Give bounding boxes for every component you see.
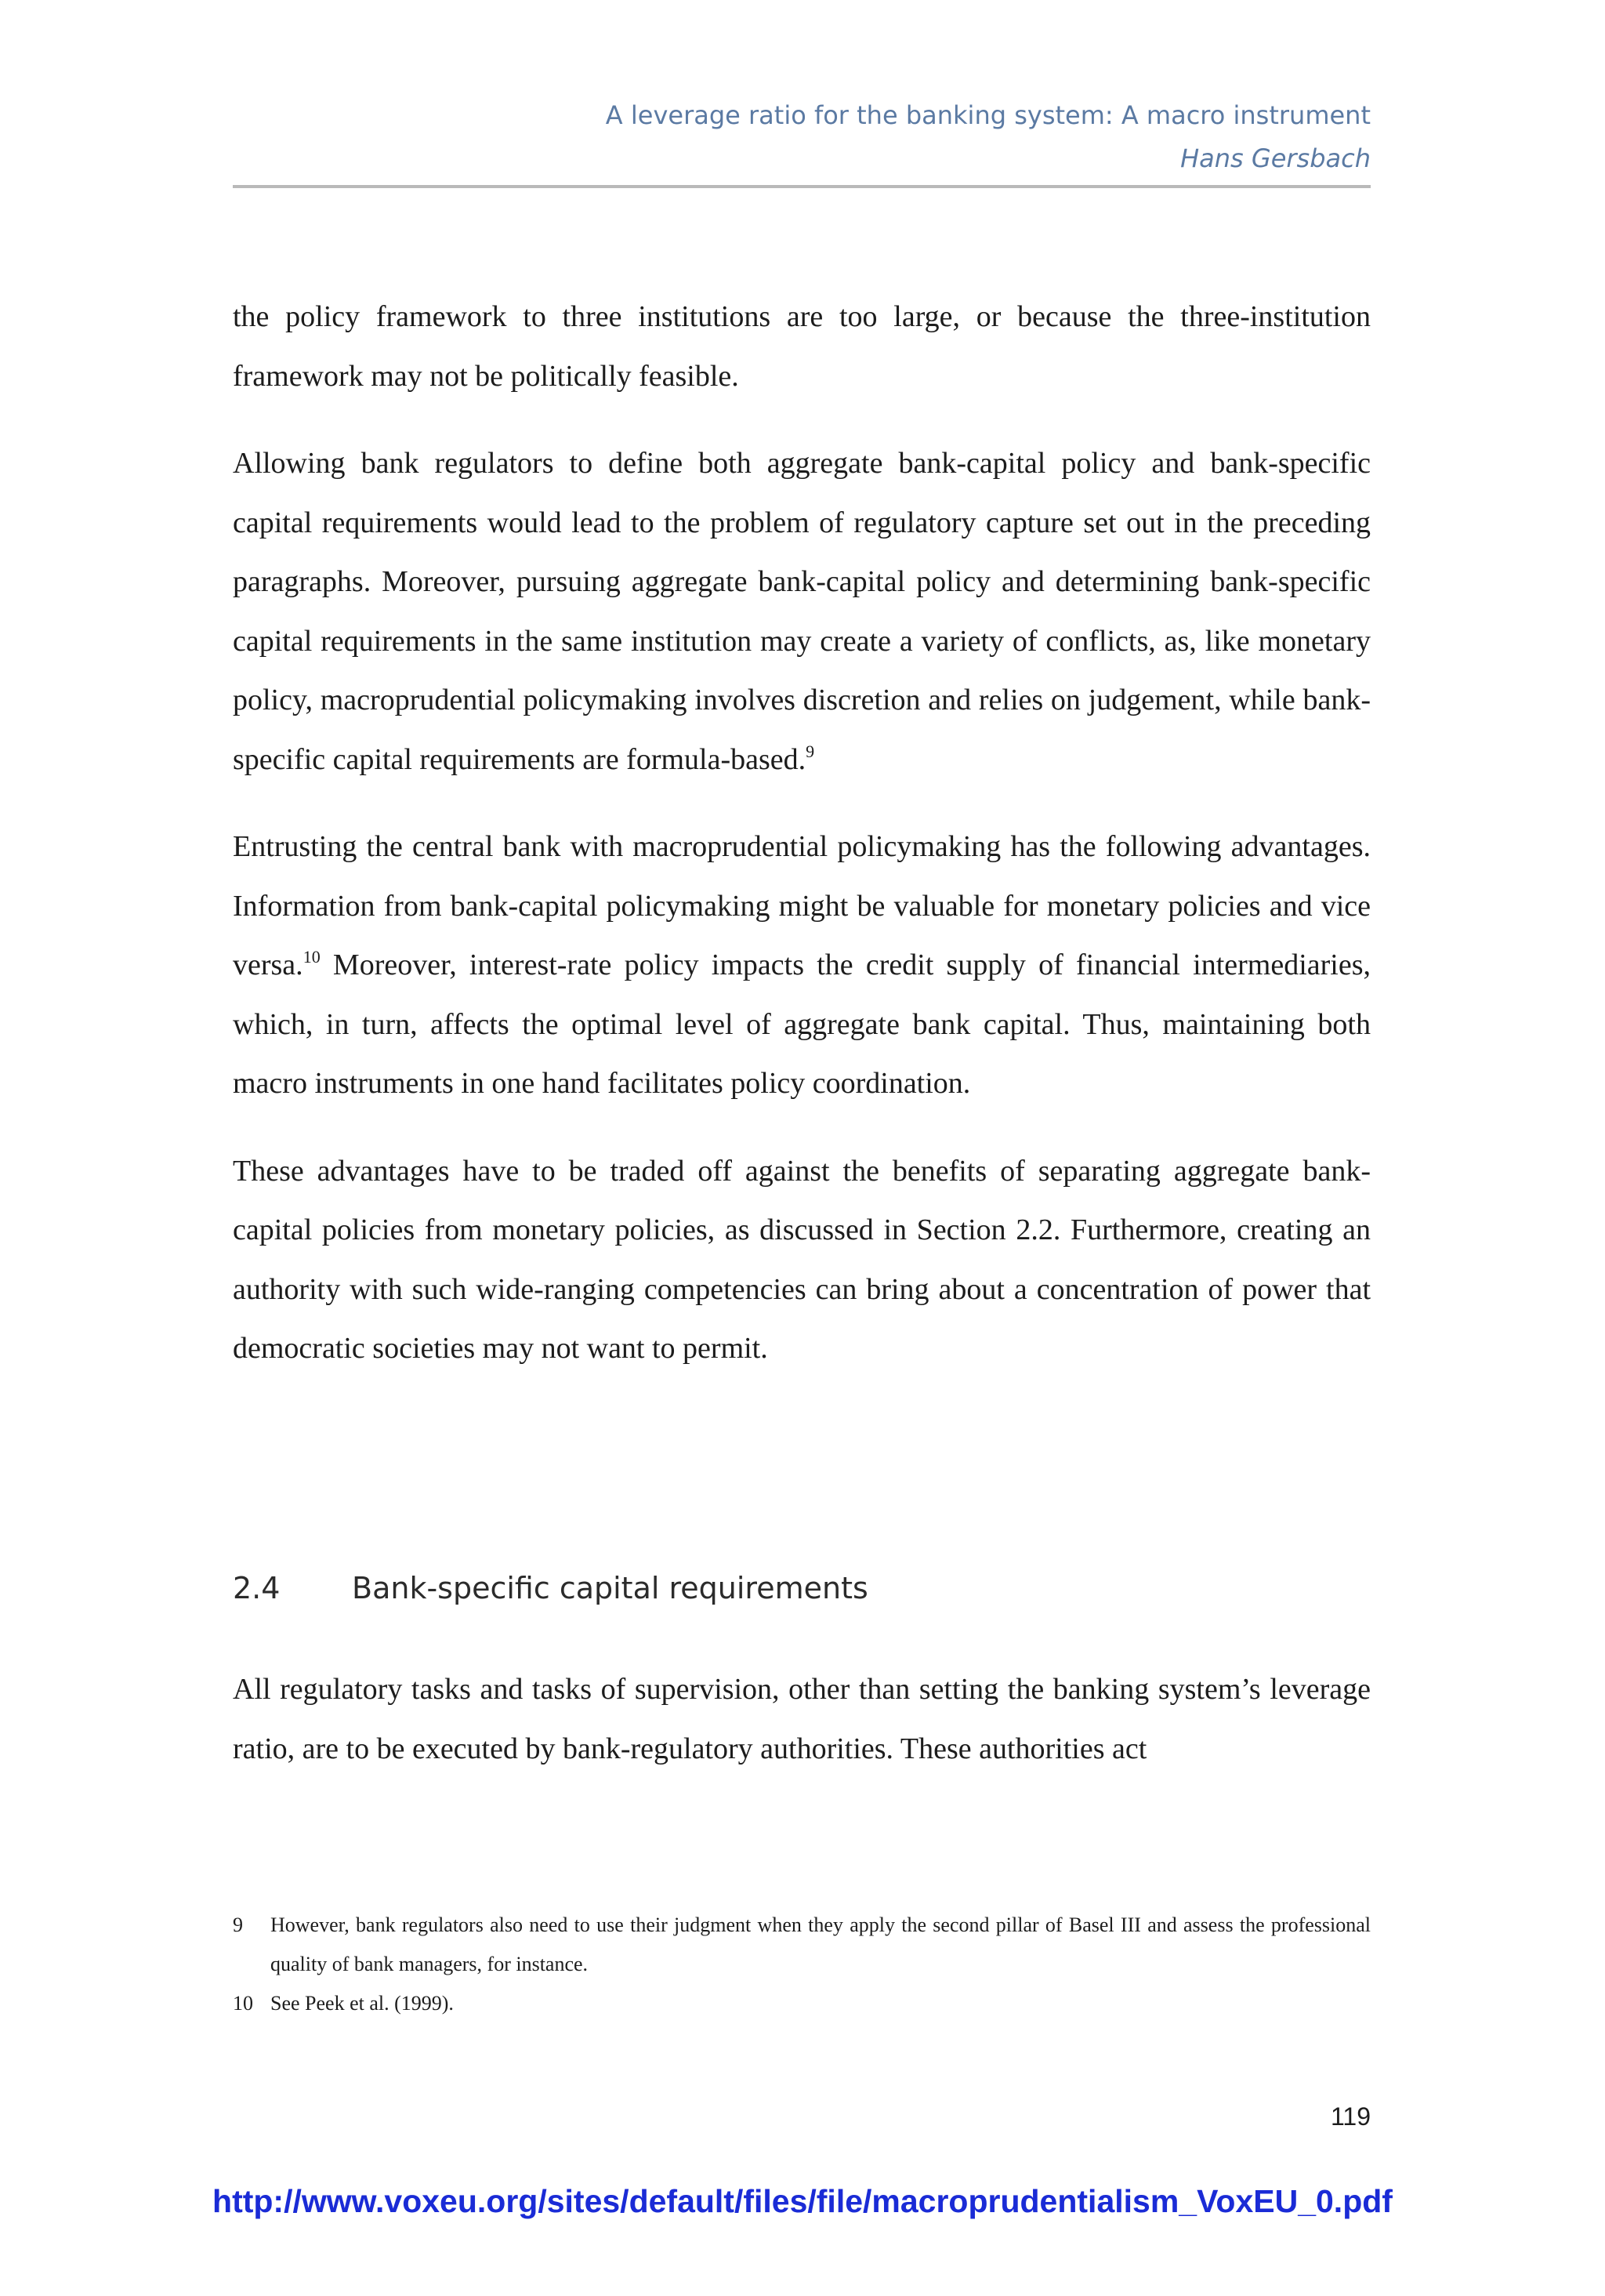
paragraph-3	[233, 818, 1371, 1114]
header-divider	[233, 185, 1371, 188]
paragraph-5	[233, 1660, 1371, 1779]
footnote-number: 10	[233, 1992, 253, 2015]
section-title: Bank-specific capital requirements	[352, 1571, 868, 1605]
page-number: 119	[1330, 2102, 1371, 2131]
paragraph-2	[233, 434, 1371, 789]
footnote-text: However, bank regulators also need to use their judgment when they apply the second pillar of Basel III and assess the professional quality of bank managers, for instance.	[270, 1913, 1371, 1975]
header-title: A leverage ratio for the banking system: A macro instrument	[605, 100, 1371, 130]
source-url-link[interactable]: http://www.voxeu.org/sites/default/files/file/macroprudentialism_VoxEU_0.pdf	[212, 2183, 1393, 2219]
footnotes	[233, 1906, 1371, 2023]
footnote-9	[233, 1906, 1371, 1984]
paragraph-4-text: These advantages have to be traded off against the benefits of separating aggregate bank-capital policies from monetary policies, as discussed in Section 2.2. Furthermore, creating an authority with such wide-ranging competencies can bring about a concentration of power that democratic societies may not want to permit.	[233, 1154, 1371, 1365]
running-header	[233, 94, 1371, 180]
paragraph-1-text: the policy framework to three institutions are too large, or because the three-institution framework may not be politically feasible.	[233, 300, 1371, 393]
footnote-10	[233, 1984, 1371, 2023]
section-number: 2.4	[233, 1571, 281, 1605]
section-heading	[233, 1565, 868, 1612]
header-author: Hans Gersbach	[1180, 143, 1371, 173]
paragraph-3-text-a: Entrusting the central bank with macroprudential policymaking has the following advantages. Information from bank-capital policymaking might be valuable for monetary policies and vice versa.	[233, 830, 1371, 981]
footnote-text: See Peek et al. (1999).	[270, 1992, 454, 2015]
paragraph-2-text: Allowing bank regulators to define both aggregate bank-capital policy and bank-specific capital requirements would lead to the problem of regulatory capture set out in the preceding paragraphs. Moreover, pursuing aggregate bank-capital policy and determining bank-specific capital requirements in the same institution may create a variety of conflicts, as, like monetary policy, macroprudential policymaking involves discretion and relies on judgement, while bank-specific capital requirements are formula-based.	[233, 447, 1371, 776]
footnote-ref-10: 10	[303, 947, 321, 967]
paragraph-1	[233, 288, 1371, 406]
footnote-ref-9: 9	[806, 741, 815, 761]
paragraph-3-text-b: Moreover, interest-rate policy impacts the credit supply of financial intermediaries, which, in turn, affects the optimal level of aggregate bank capital. Thus, maintaining both macro instruments in one hand facilitates policy coordination.	[233, 949, 1371, 1100]
main-text	[233, 288, 1371, 1407]
footnote-number: 9	[233, 1913, 243, 1936]
section-text	[233, 1660, 1371, 1807]
paragraph-4	[233, 1142, 1371, 1379]
paragraph-5-text: All regulatory tasks and tasks of supervision, other than setting the banking system’s leverage ratio, are to be executed by bank-regulatory authorities. These authorities act	[233, 1673, 1371, 1765]
